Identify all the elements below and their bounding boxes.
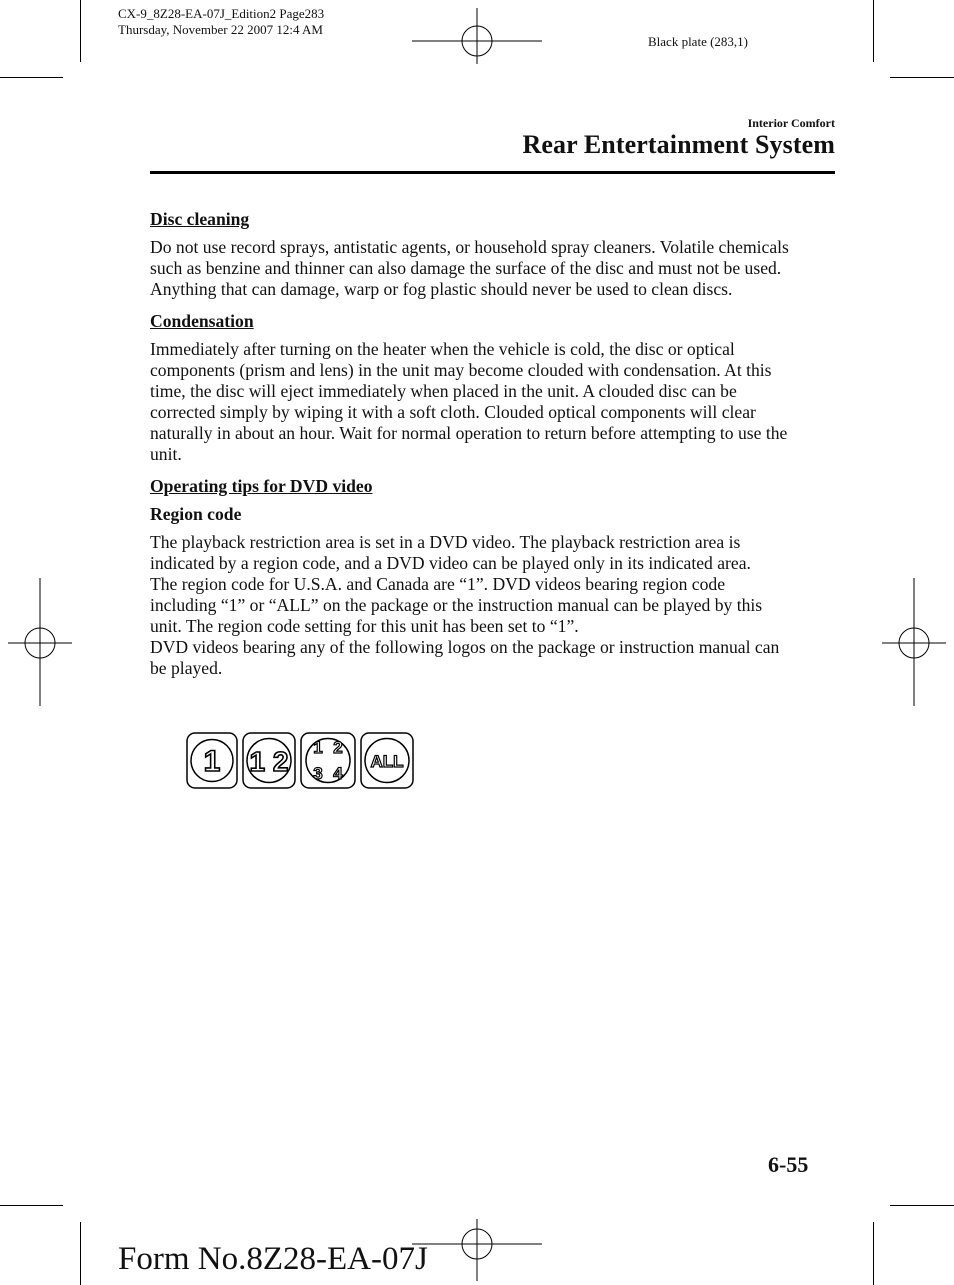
- registration-mark-left: [8, 578, 72, 706]
- print-info-line2: Thursday, November 22 2007 12:4 AM: [118, 22, 323, 37]
- region-1-logo: [186, 732, 238, 789]
- registration-mark-right: [882, 578, 946, 706]
- region-1-text: 1: [203, 745, 221, 778]
- region-logo3-digit4: 4: [333, 764, 343, 783]
- heading-disc-cleaning: Disc cleaning: [150, 209, 250, 229]
- registration-mark-bottom: [412, 1219, 542, 1281]
- registration-mark-top: [412, 8, 542, 64]
- print-info-line1: CX-9_8Z28-EA-07J_Edition2 Page283: [118, 6, 325, 21]
- region-1-2-logo: [242, 732, 296, 789]
- paragraph-disc-cleaning: Do not use record sprays, antistatic agents, or household spray cleaners. Volatile chemicals such as benzine and thinner can also damage the surface of the disc and must not be used. Anything that can damage, warp or fog plastic should never be used to clean discs.: [150, 237, 789, 299]
- region-logo3-digit2: 2: [333, 738, 343, 757]
- plate-label: Black plate (283,1): [648, 34, 748, 49]
- heading-dvd-tips: Operating tips for DVD video: [150, 476, 373, 496]
- region-1-2-text: 1 2: [249, 746, 289, 777]
- region-logos: [186, 732, 430, 789]
- title-rule: [150, 171, 835, 174]
- region-logo3-digit1: 1: [313, 738, 323, 757]
- section-label: Interior Comfort: [747, 116, 835, 130]
- form-number: Form No.8Z28-EA-07J: [118, 1241, 428, 1277]
- region-all-text: ALL: [370, 752, 404, 771]
- page-content: [150, 209, 838, 690]
- heading-condensation: Condensation: [150, 311, 254, 331]
- region-1-2-3-4-logo: [300, 732, 356, 789]
- page-number: 6-55: [768, 1152, 809, 1177]
- region-logo3-digit3: 3: [313, 764, 323, 783]
- region-all-logo: [360, 732, 414, 789]
- page-title: Rear Entertainment System: [522, 130, 835, 159]
- paragraph-region-code: The playback restriction area is set in a DVD video. The playback restriction area is indicated by a region code, and a DVD video can be played only in its indicated area. The region code for U.S.A. and Canada are “1”. DVD videos bearing region code including “1” or “ALL” on the package or the instruction manual can be played by this unit. The region code setting for this unit has been set to “1”. DVD videos bearing any of the following logos on the package or instruction manual can be played.: [150, 532, 780, 678]
- paragraph-condensation: Immediately after turning on the heater when the vehicle is cold, the disc or optical components (prism and lens) in the unit may become clouded with condensation. At this time, the disc will eject immediately when placed in the unit. A clouded disc can be corrected simply by wiping it with a soft cloth. Clouded optical components will clear naturally in about an hour. Wait for normal operation to return before attempting to use the unit.: [150, 339, 788, 464]
- subheading-region-code: Region code: [150, 504, 242, 524]
- print-info: [118, 6, 324, 38]
